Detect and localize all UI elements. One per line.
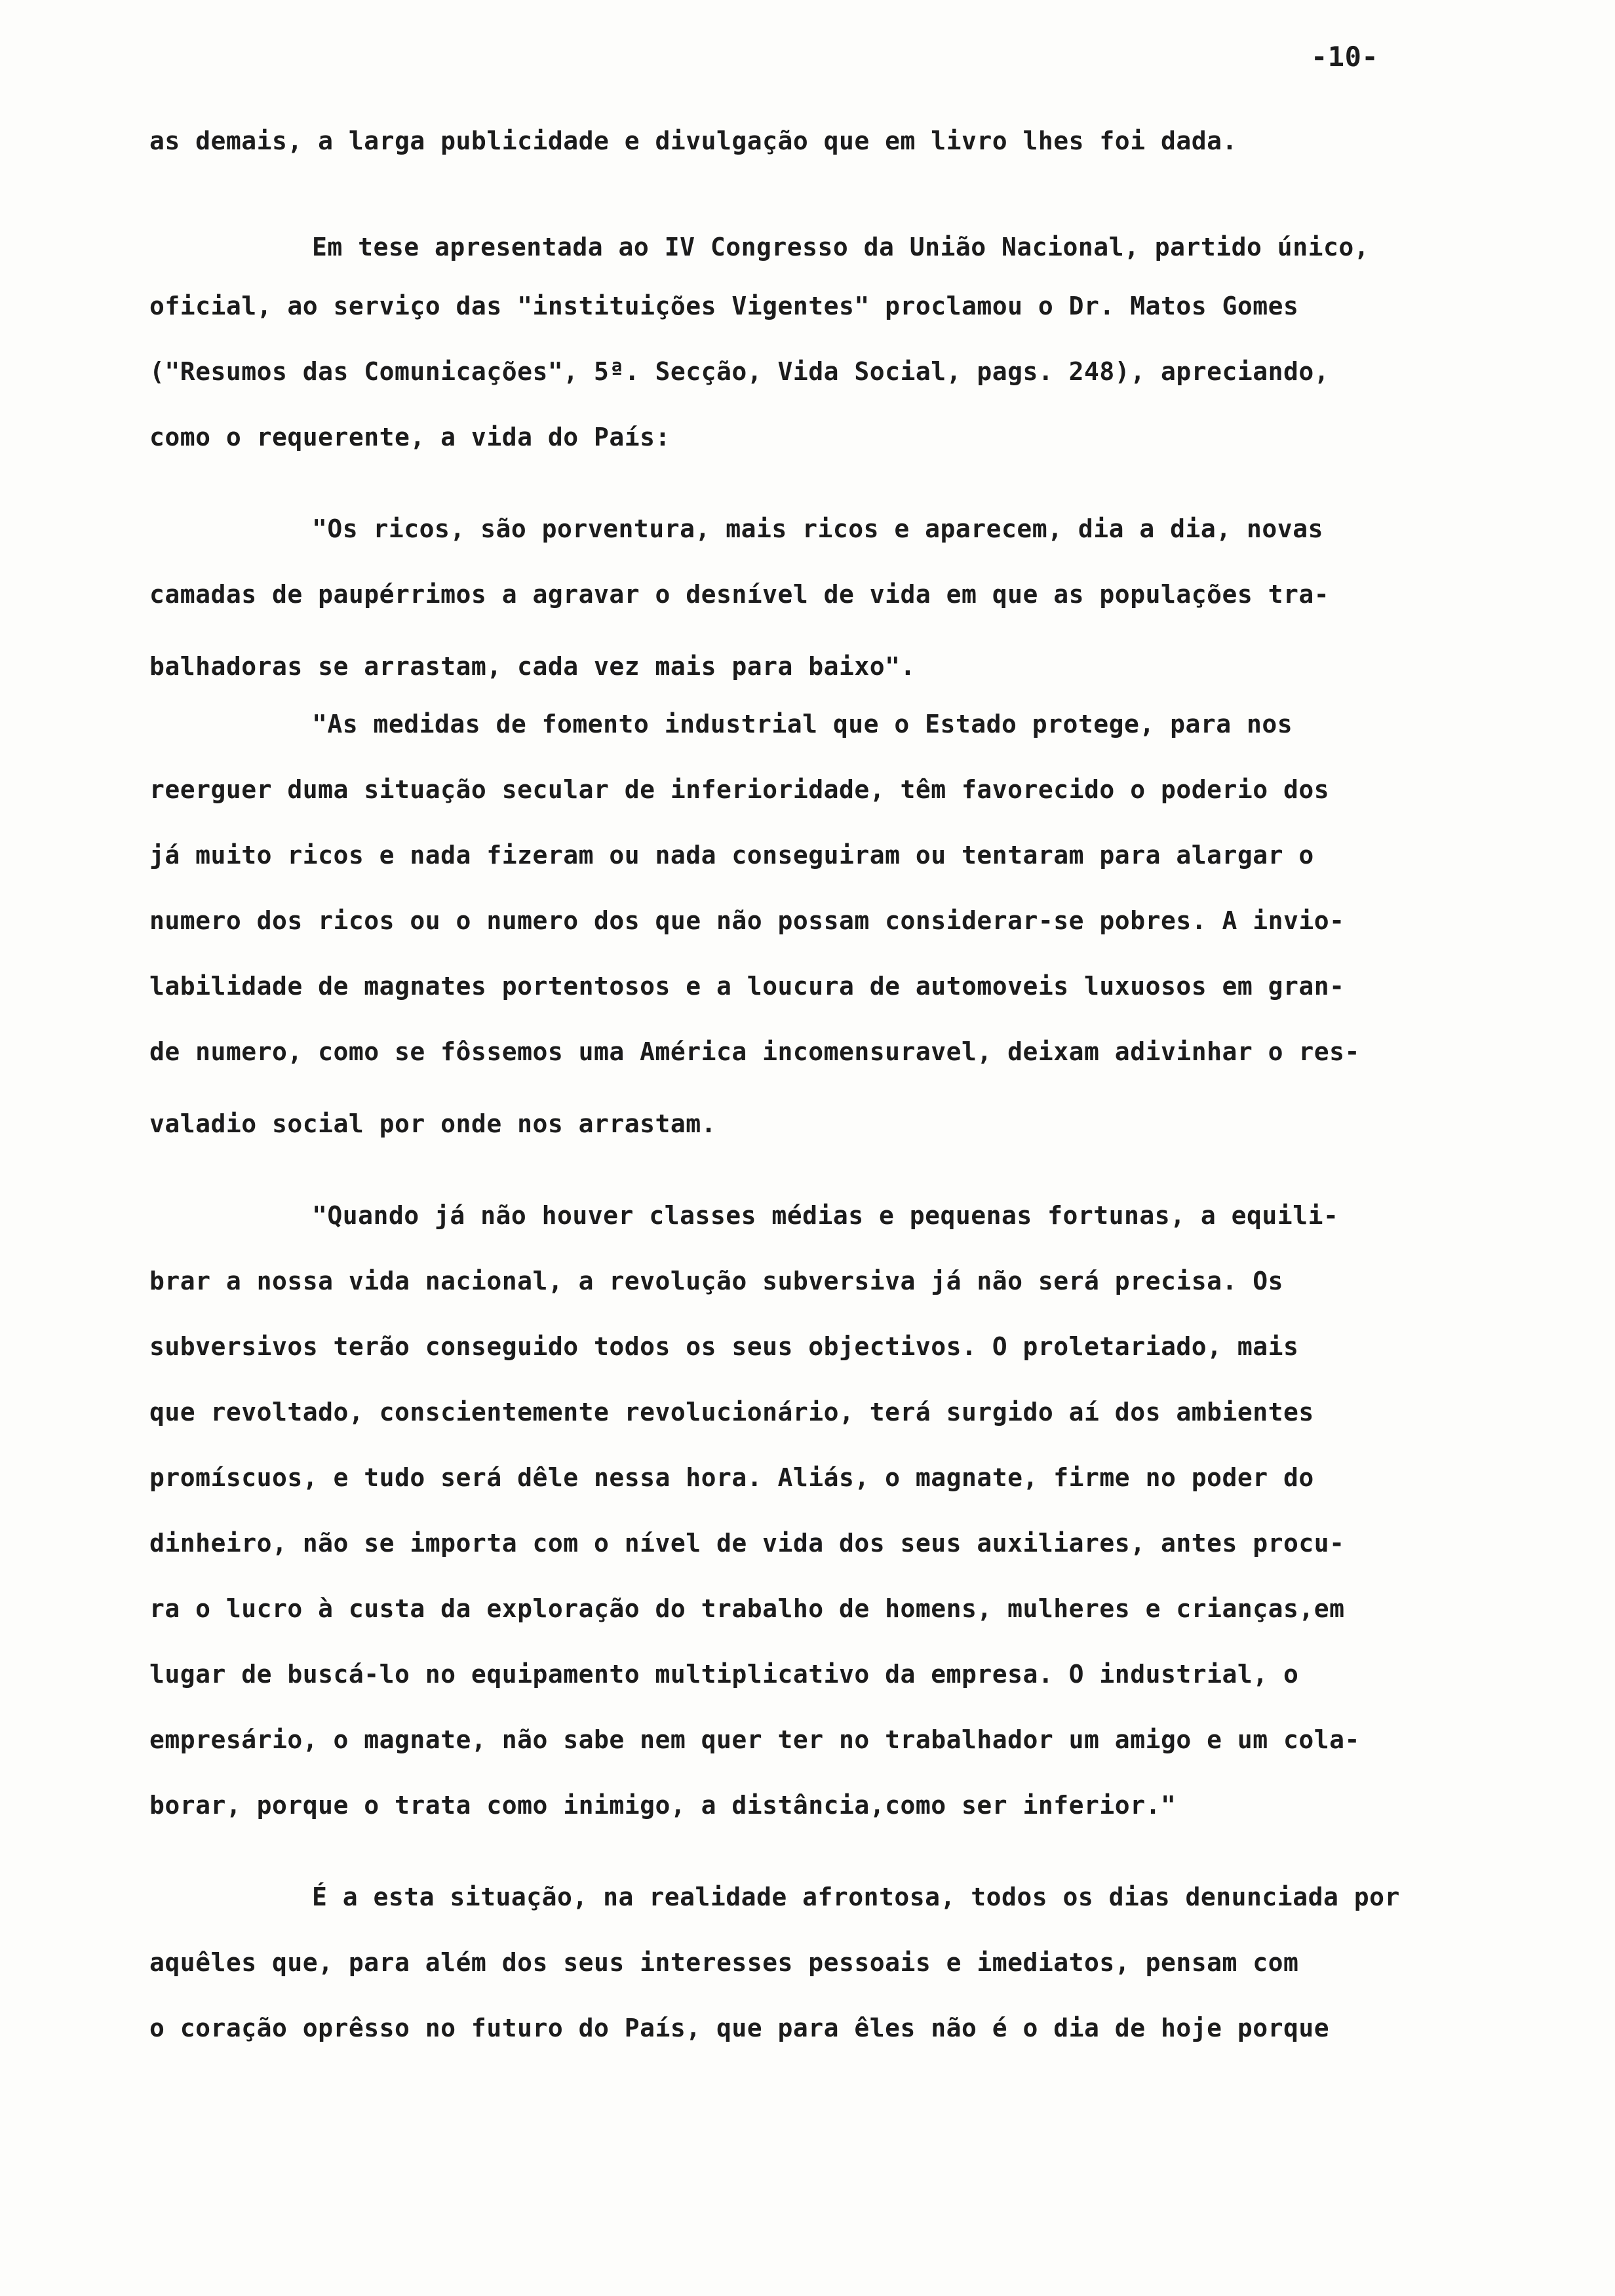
text-line: reerguer duma situação secular de inferioridade, têm favorecido o poderio dos xyxy=(149,775,1330,804)
text-line: brar a nossa vida nacional, a revolução subversiva já não será precisa. Os xyxy=(149,1267,1283,1295)
text-line: camadas de paupérrimos a agravar o desnível de vida em que as populações tra- xyxy=(149,580,1330,609)
text-line: que revoltado, conscientemente revolucionário, terá surgido aí dos ambientes xyxy=(149,1398,1314,1426)
text-line: É a esta situação, na realidade afrontosa, todos os dias denunciada por xyxy=(312,1883,1400,1911)
text-line: o coração oprêsso no futuro do País, que para êles não é o dia de hoje porque xyxy=(149,2014,1330,2042)
text-line: lugar de buscá-lo no equipamento multiplicativo da empresa. O industrial, o xyxy=(149,1660,1299,1689)
text-line: subversivos terão conseguido todos os seus objectivos. O proletariado, mais xyxy=(149,1332,1299,1361)
text-line: dinheiro, não se importa com o nível de vida dos seus auxiliares, antes procu- xyxy=(149,1529,1345,1558)
page-number: -10- xyxy=(1311,41,1379,73)
text-line: valadio social por onde nos arrastam. xyxy=(149,1109,716,1138)
text-line: promíscuos, e tudo será dêle nessa hora. Aliás, o magnate, firme no poder do xyxy=(149,1463,1314,1492)
text-line: aquêles que, para além dos seus interesses pessoais e imediatos, pensam com xyxy=(149,1948,1299,1977)
text-line: as demais, a larga publicidade e divulgação que em livro lhes foi dada. xyxy=(149,126,1237,155)
text-line: labilidade de magnates portentosos e a loucura de automoveis luxuosos em gran- xyxy=(149,972,1345,1001)
text-line: oficial, ao serviço das "instituições Vigentes" proclamou o Dr. Matos Gomes xyxy=(149,292,1299,320)
text-line: Em tese apresentada ao IV Congresso da União Nacional, partido único, xyxy=(312,233,1370,261)
text-line: de numero, como se fôssemos uma América incomensuravel, deixam adivinhar o res- xyxy=(149,1037,1360,1066)
text-line: "Os ricos, são porventura, mais ricos e aparecem, dia a dia, novas xyxy=(312,514,1323,543)
text-line: ra o lucro à custa da exploração do trabalho de homens, mulheres e crianças,em xyxy=(149,1594,1345,1623)
text-line: já muito ricos e nada fizeram ou nada conseguiram ou tentaram para alargar o xyxy=(149,841,1314,870)
text-line: "Quando já não houver classes médias e pequenas fortunas, a equili- xyxy=(312,1201,1339,1230)
text-line: borar, porque o trata como inimigo, a distância,como ser inferior." xyxy=(149,1791,1177,1820)
text-line: "As medidas de fomento industrial que o Estado protege, para nos xyxy=(312,710,1293,738)
text-line: numero dos ricos ou o numero dos que não possam considerar-se pobres. A invio- xyxy=(149,906,1345,935)
text-line: como o requerente, a vida do País: xyxy=(149,423,671,451)
text-line: balhadoras se arrastam, cada vez mais para baixo". xyxy=(149,652,916,681)
text-line: ("Resumos das Comunicações", 5ª. Secção, Vida Social, pags. 248), apreciando, xyxy=(149,357,1330,386)
text-line: empresário, o magnate, não sabe nem quer ter no trabalhador um amigo e um cola- xyxy=(149,1725,1360,1754)
